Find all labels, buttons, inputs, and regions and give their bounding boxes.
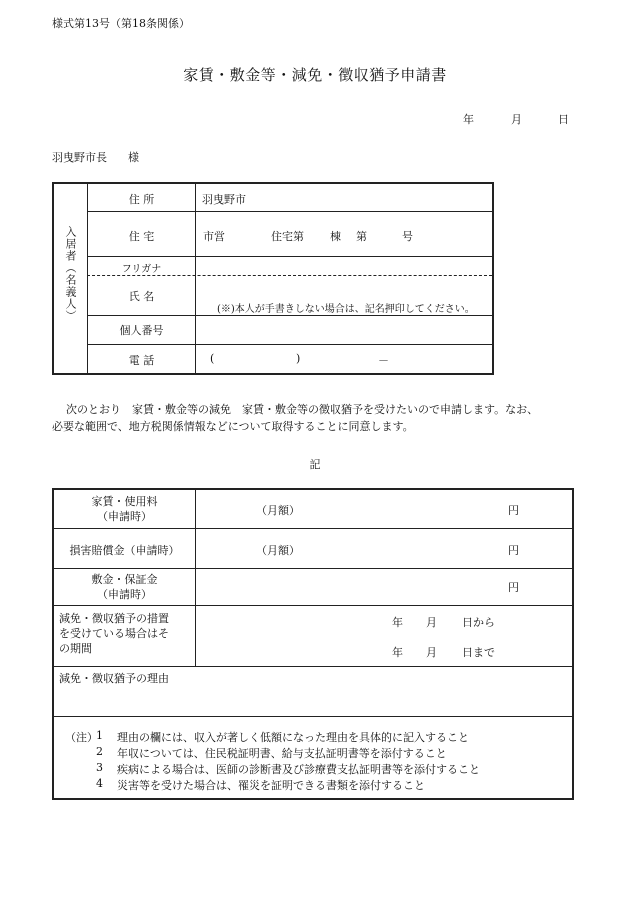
request-table [52, 488, 574, 800]
rent-monthly: （月額） [256, 504, 300, 517]
name-note: (※)本人が手書きしない場合は、記名押印してください。 [217, 304, 475, 315]
residence-dai: 第 [356, 230, 367, 243]
note-1-num: 1 [96, 729, 103, 742]
deposit-label: 敷金・保証金 （申請時） [91, 573, 158, 601]
date-day[interactable]: 日 [558, 113, 569, 126]
note-3-num: 3 [96, 761, 103, 774]
addressee-name: 羽曳野市長 [52, 151, 107, 164]
applicant-side-label: 入居者（名義人） [64, 226, 77, 322]
ki-label: 記 [309, 458, 321, 471]
residence-jutaku: 住宅第 [271, 230, 304, 243]
note-2-text: 年収については、住民税証明書、給与支払証明書等を添付すること [117, 747, 447, 760]
applicant-table [52, 182, 494, 375]
period-to-month[interactable]: 月 [426, 646, 437, 659]
reason-label: 減免・徴収猶予の理由 [59, 672, 169, 685]
furigana-field[interactable] [196, 257, 492, 275]
period-to-day[interactable]: 日まで [462, 646, 495, 659]
address-field[interactable]: 羽曳野市 [202, 193, 246, 206]
note-2-num: 2 [96, 745, 103, 758]
phone-dash: － [378, 354, 389, 367]
damages-label: 損害賠償金（申請時） [69, 544, 180, 557]
reason-field[interactable] [54, 686, 572, 716]
period-label: 減免・徴収猶予の措置 を受けている場合はそ の期間 [59, 612, 169, 655]
period-to-year[interactable]: 年 [392, 646, 403, 659]
period-from-day[interactable]: 日から [462, 616, 495, 629]
personal-number-field[interactable] [196, 316, 492, 344]
residence-label: 住 宅 [128, 230, 155, 243]
damages-monthly: （月額） [256, 544, 300, 557]
rent-yen: 円 [508, 504, 519, 517]
personal-number-label: 個人番号 [119, 324, 164, 337]
period-from-month[interactable]: 月 [426, 616, 437, 629]
addressee-honorific: 様 [128, 151, 139, 164]
address-label: 住 所 [128, 193, 155, 206]
rent-label: 家賃・使用料 （申請時） [91, 495, 158, 523]
statement-line2: 必要な範囲で、地方税関係情報などについて取得することに同意します。 [52, 420, 414, 433]
date-year[interactable]: 年 [463, 113, 474, 126]
residence-go: 号 [402, 230, 413, 243]
notes-prefix: （注） [65, 731, 98, 744]
note-4-text: 災害等を受けた場合は、罹災を証明できる書類を添付すること [117, 779, 425, 792]
furigana-label: フリガナ [121, 264, 162, 275]
phone-label: 電 話 [128, 354, 155, 367]
residence-city: 市営 [203, 230, 225, 243]
note-4-num: 4 [96, 777, 103, 790]
period-from-year[interactable]: 年 [392, 616, 403, 629]
residence-mune: 棟 [330, 230, 341, 243]
phone-close-paren: ) [296, 352, 301, 365]
note-3-text: 疾病による場合は、医師の診断書及び診療費支払証明書等を添付すること [117, 763, 480, 776]
deposit-yen: 円 [508, 581, 519, 594]
damages-yen: 円 [508, 544, 519, 557]
note-1-text: 理由の欄には、収入が著しく低額になった理由を具体的に記入すること [117, 731, 469, 744]
form-number: 様式第13号（第18条関係） [52, 17, 190, 30]
name-label: 氏 名 [128, 290, 155, 303]
statement-line1: 次のとおり 家賃・敷金等の減免 家賃・敷金等の徴収猶予を受けたいので申請します。なお、 [66, 403, 539, 416]
page-title: 家賃・敷金等・減免・徴収猶予申請書 [183, 66, 447, 84]
date-month[interactable]: 月 [511, 113, 522, 126]
phone-open-paren: ( [210, 352, 215, 365]
